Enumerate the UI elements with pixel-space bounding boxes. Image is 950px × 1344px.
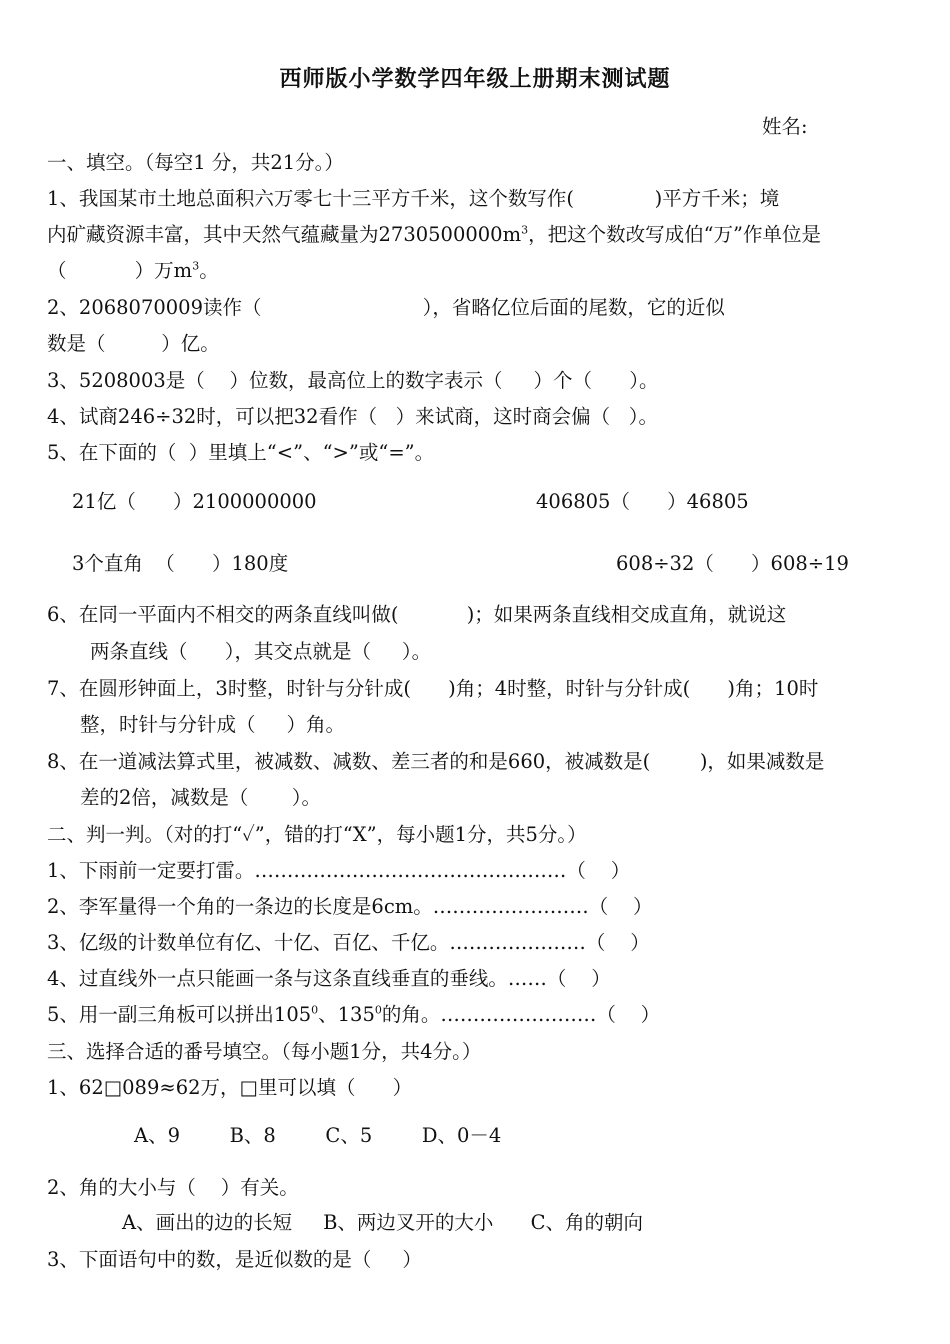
section-choice-heading: 三、选择合适的番号填空。（每小题1分，共4分。）: [47, 1040, 482, 1063]
judge-item-5: 5、用一副三角板可以拼出$105^0$、$135^0$的角。……………………（ ）: [47, 1003, 661, 1026]
choice-question-3: 3、下面语句中的数，是近似数的是（ ）: [47, 1248, 422, 1271]
question-4: 4、试商246÷32时，可以把32看作（ ）来试商，这时商会偏（ ）。: [47, 405, 659, 428]
judge-item-3: 3、亿级的计数单位有亿、十亿、百亿、千亿。…………………（ ）: [47, 931, 650, 954]
question-1-line-3: （ ）万$m^3$。: [47, 259, 219, 282]
question-6-line-2: 两条直线（ ），其交点就是（ ）。: [90, 640, 432, 663]
judge-item-1: 1、下雨前一定要打雷。…………………………………………（ ）: [47, 859, 631, 882]
question-7-line-2: 整，时针与分针成（ ）角。: [80, 713, 345, 736]
question-8-line-2: 差的2倍，减数是（ ）。: [80, 786, 322, 809]
compare-2-right: 608÷32（ ）608÷19: [616, 552, 849, 575]
question-6-line-1: 6、在同一平面内不相交的两条直线叫做( )；如果两条直线相交成直角，就说这: [47, 603, 787, 626]
question-2-line-2: 数是（ ）亿。: [47, 332, 220, 355]
question-2-line-1: 2、2068070009读作（ ），省略亿位后面的尾数，它的近似: [47, 296, 725, 319]
section-fill-heading: 一、填空。（每空1 分，共21分。）: [47, 151, 344, 174]
compare-1-right: 406805（ ）46805: [536, 490, 749, 513]
question-5: 5、在下面的（ ）里填上“<”、“>”或“=”。: [47, 441, 435, 464]
compare-1-left: 21亿（ ）2100000000: [72, 490, 317, 513]
choice-question-2: 2、角的大小与（ ）有关。: [47, 1176, 299, 1199]
section-judge-heading: 二、判一判。（对的打“✓”，错的打“X”，每小题1分，共5分。）: [47, 823, 587, 846]
choice-2-options: A、画出的边的长短 B、两边叉开的大小 C、角的朝向: [122, 1211, 644, 1234]
choice-1-options: A、9 B、8 C、5 D、0－4: [134, 1124, 502, 1147]
judge-item-2: 2、李军量得一个角的一条边的长度是6cm。……………………（ ）: [47, 895, 653, 918]
compare-2-left: 3个直角 （ ）180度: [72, 552, 289, 575]
page-title: 西师版小学数学四年级上册期末测试题: [279, 67, 671, 92]
choice-question-1: 1、62□089≈62万，□里可以填（ ）: [47, 1076, 413, 1099]
question-1-line-2: 内矿藏资源丰富，其中天然气蕴藏量为$2730500000m^3$，把这个数改写成伯“万”作单位是: [47, 223, 822, 246]
question-3: 3、5208003是（ ）位数，最高位上的数字表示（ ）个（ ）。: [47, 369, 659, 392]
question-7-line-1: 7、在圆形钟面上，3时整，时针与分针成( )角；4时整，时针与分针成( )角；10时: [47, 677, 819, 700]
name-label: 姓名:: [762, 115, 808, 138]
judge-item-4: 4、过直线外一点只能画一条与这条直线垂直的垂线。……（ ）: [47, 967, 611, 990]
question-1-line-1: 1、我国某市土地总面积六万零七十三平方千米，这个数写作( )平方千米；境: [47, 187, 780, 210]
question-8-line-1: 8、在一道减法算式里，被减数、减数、差三者的和是660，被减数是( )，如果减数是: [47, 750, 825, 773]
